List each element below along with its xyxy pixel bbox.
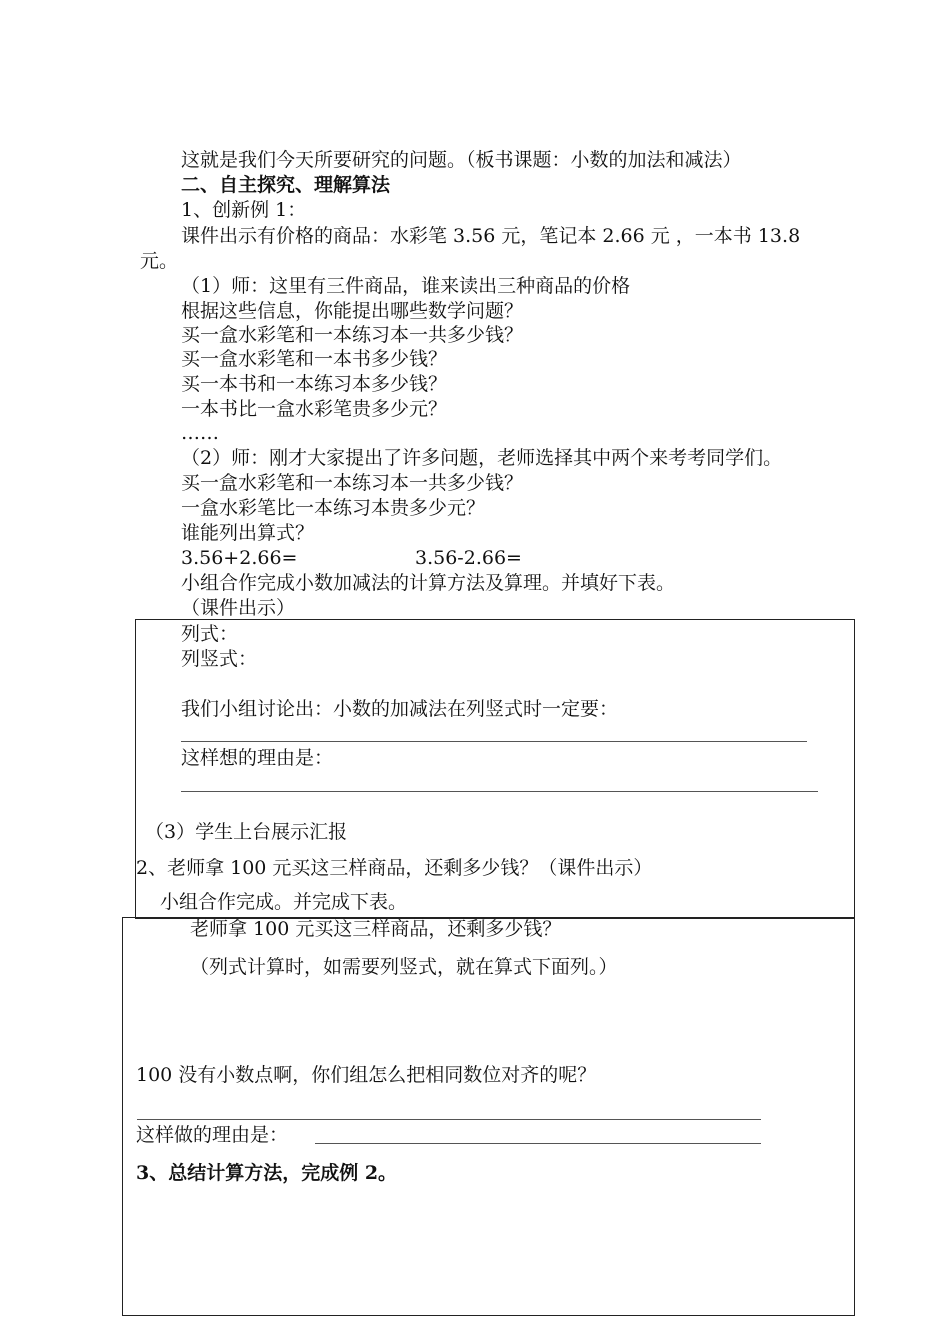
question-item: 买一本书和一本练习本多少钱？	[181, 373, 448, 395]
example-heading: 1、创新例 1：	[181, 199, 307, 221]
ellipsis: ……	[181, 422, 219, 444]
table-label: 100 没有小数点啊，你们组怎么把相同数位对齐的呢？	[136, 1064, 597, 1086]
table-label: 列竖式：	[181, 648, 258, 670]
text-line: （1）师：这里有三件商品，谁来读出三种商品的价格	[181, 275, 631, 297]
question-item: 一本书比一盒水彩笔贵多少元？	[181, 398, 448, 420]
table-label: 老师拿 100 元买这三样商品，还剩多少钱？	[190, 918, 562, 940]
table-label: 列式：	[181, 623, 239, 645]
table-label: 这样想的理由是：	[181, 747, 334, 769]
text-line: 小组合作完成小数加减法的计算方法及算理。并填好下表。	[181, 572, 676, 594]
question-item: 买一盒水彩笔和一本练习本一共多少钱？	[181, 472, 524, 494]
text-line: 根据这些信息，你能提出哪些数学问题？	[181, 300, 524, 322]
expression-add: 3.56+2.66=	[181, 547, 298, 569]
table-label: 我们小组讨论出：小数的加减法在列竖式时一定要：	[181, 698, 619, 720]
answer-blank[interactable]	[137, 1119, 761, 1120]
answer-blank[interactable]	[315, 1143, 761, 1144]
text-line: （3）学生上台展示汇报	[145, 821, 348, 843]
text-line: 小组合作完成。并完成下表。	[160, 891, 408, 913]
text-line: 元。	[140, 250, 179, 272]
text-line: （课件出示）	[181, 597, 296, 619]
answer-blank[interactable]	[181, 791, 818, 792]
text-line: 谁能列出算式？	[181, 522, 315, 544]
question-item: 买一盒水彩笔和一本练习本一共多少钱？	[181, 324, 524, 346]
text-line: （2）师：刚才大家提出了许多问题，老师选择其中两个来考考同学们。	[181, 447, 783, 469]
answer-blank[interactable]	[181, 741, 807, 742]
expression-subtract: 3.56-2.66=	[415, 547, 522, 569]
example-heading: 3、总结计算方法，完成例 2。	[136, 1162, 398, 1184]
section-heading: 二、自主探究、理解算法	[181, 174, 391, 196]
question-item: 买一盒水彩笔和一本书多少钱？	[181, 348, 448, 370]
table-label: 这样做的理由是：	[136, 1124, 289, 1146]
example-heading: 2、老师拿 100 元买这三样商品，还剩多少钱？（课件出示）	[136, 857, 653, 879]
question-item: 一盒水彩笔比一本练习本贵多少元？	[181, 497, 486, 519]
text-line: 课件出示有价格的商品：水彩笔 3.56 元，笔记本 2.66 元 ，一本书 13.8	[181, 225, 801, 247]
text-line: 这就是我们今天所要研究的问题。（板书课题：小数的加法和减法）	[181, 149, 742, 171]
table-label: （列式计算时，如需要列竖式，就在算式下面列。）	[190, 956, 618, 978]
